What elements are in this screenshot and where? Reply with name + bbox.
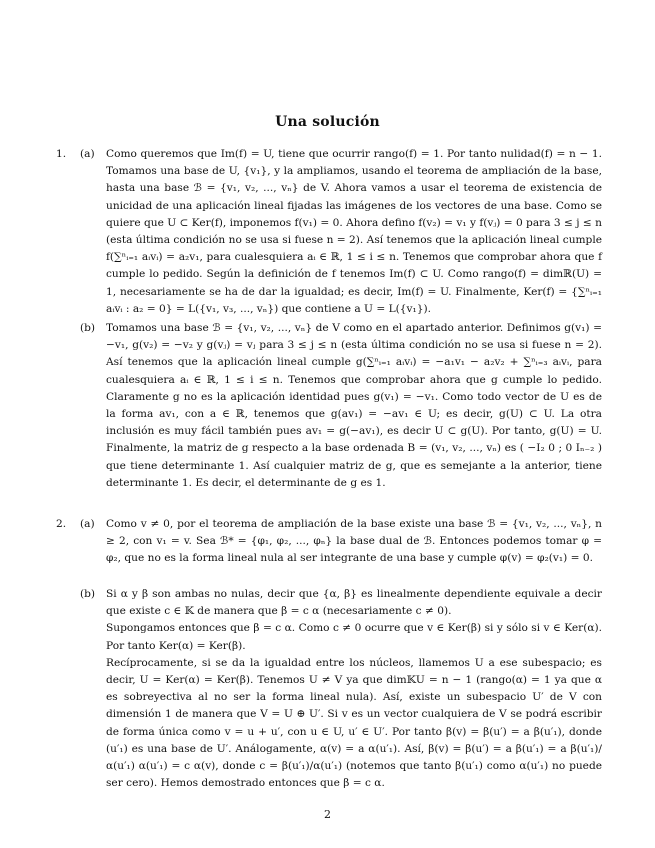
problem-2-part-b: [80, 586, 602, 792]
problem-number: 2.: [56, 518, 67, 530]
paragraph: Como queremos que Im(f) = U, tiene que ocurrir rango(f) = 1. Por tanto nulidad(f) = n − 1. Tomamos una base de U, {v₁}, y la ampliamos, usando el teorema de ampliación de la base, hasta una base ℬ = {v₁, v₂, ..., vₙ} de V. Ahora vamos a usar el teorema de existencia de unicidad de una aplicación lineal fijadas las imágenes de los vectores de una base. Como se quiere que U ⊂ Ker(f), imponemos f(v₁) = 0. Ahora defino f(v₂) = v₁ y f(vⱼ) = 0 para 3 ≤ j ≤ n (esta última condición no se usa si fuese n = 2). Así tenemos que la aplicación lineal cumple f(∑ⁿᵢ₌₁ aᵢvᵢ) = a₂v₁, para cualesquiera aᵢ ∈ ℝ, 1 ≤ i ≤ n. Tenemos que comprobar ahora que f cumple lo pedido. Según la definición de f tenemos Im(f) ⊂ U. Como rango(f) = dimℝ(U) = 1, necesariamente se ha de dar la igualdad; es decir, Im(f) = U. Finalmente, Ker(f) = {∑ⁿᵢ₌₁ aᵢvᵢ : a₂ = 0} = L({v₁, v₃, ..., vₙ}) que contiene a U = L({v₁}).: [106, 148, 602, 315]
problem-2-part-a: [80, 516, 602, 568]
part-text: [106, 516, 602, 568]
problem-1-part-b: [80, 320, 602, 492]
part-text: [106, 586, 602, 792]
paragraph: Si α y β son ambas no nulas, decir que {α, β} es linealmente dependiente equivale a decir que existe c ∈ 𝕂 de manera que β = c α (necesariamente c ≠ 0).: [106, 588, 602, 618]
part-label: (a): [80, 518, 95, 530]
page-number: 2: [324, 808, 331, 821]
paragraph: Supongamos entonces que β = c α. Como c ≠ 0 ocurre que v ∈ Ker(β) si y sólo si v ∈ Ker(α). Por tanto Ker(α) = Ker(β).: [106, 622, 602, 652]
part-text: [106, 146, 602, 318]
paragraph: Como v ≠ 0, por el teorema de ampliación de la base existe una base ℬ = {v₁, v₂, ..., vₙ}, n ≥ 2, con v₁ = v. Sea ℬ* = {φ₁, φ₂, ..., φₙ} la base dual de ℬ. Entonces podemos tomar φ = φ₂, que no es la forma lineal nula al ser integrante de una base y cumple φ(v) = φ₂(v₁) = 0.: [106, 518, 602, 565]
part-label: (b): [80, 322, 96, 334]
part-label: (b): [80, 588, 96, 600]
problem-1-part-a: [80, 146, 602, 318]
paragraph: Tomamos una base ℬ = {v₁, v₂, ..., vₙ} de V como en el apartado anterior. Definimos g(v₁) = −v₁, g(v₂) = −v₂ y g(vⱼ) = vⱼ para 3 ≤ j ≤ n (esta última condición no se usa si fuese n = 2). Así tenemos que la aplicación lineal cumple g(∑ⁿᵢ₌₁ aᵢvᵢ) = −a₁v₁ − a₂v₂ + ∑ⁿᵢ₌₃ aᵢvᵢ, para cualesquiera aᵢ ∈ ℝ, 1 ≤ i ≤ n. Tenemos que comprobar ahora que g cumple lo pedido. Claramente g no es la aplicación identidad pues g(v₁) = −v₁. Como todo vector de U es de la forma av₁, con a ∈ ℝ, tenemos que g(av₁) = −av₁ ∈ U; es decir, g(U) ⊂ U. La otra inclusión es muy fácil también pues av₁ = g(−av₁), es decir U ⊂ g(U). Por tanto, g(U) = U. Finalmente, la matriz de g respecto a la base ordenada B = (v₁, v₂, ..., vₙ) es ( −I₂ 0 ; 0 Iₙ₋₂ ) que tiene determinante 1. Así cualquier matriz de g, que es semejante a la anterior, tiene determinante 1. Es decir, el determinante de g es 1.: [106, 322, 602, 489]
problem-number: 1.: [56, 148, 67, 160]
part-text: [106, 320, 602, 492]
paragraph: Recíprocamente, si se da la igualdad entre los núcleos, llamemos U a ese subespacio; es decir, U = Ker(α) = Ker(β). Tenemos U ≠ V ya que dim𝕂U = n − 1 (rango(α) = 1 ya que α es sobreyectiva al no ser la forma lineal nula). Así, existe un subespacio U′ de V con dimensión 1 de manera que V = U ⊕ U′. Si v es un vector cualquiera de V se podrá escribir de forma única como v = u + u′, con u ∈ U, u′ ∈ U′. Por tanto β(v) = β(u′) = a β(u′₁), donde (u′₁) es una base de U′. Análogamente, α(v) = a α(u′₁). Así, β(v) = β(u′) = a β(u′₁) = a β(u′₁)/α(u′₁) α(u′₁) = c α(v), donde c = β(u′₁)/α(u′₁) (notemos que tanto β(u′₁) como α(u′₁) no puede ser cero). Hemos demostrado entonces que β = c α.: [106, 656, 602, 790]
page-title: Una solución: [275, 114, 380, 130]
part-label: (a): [80, 148, 95, 160]
